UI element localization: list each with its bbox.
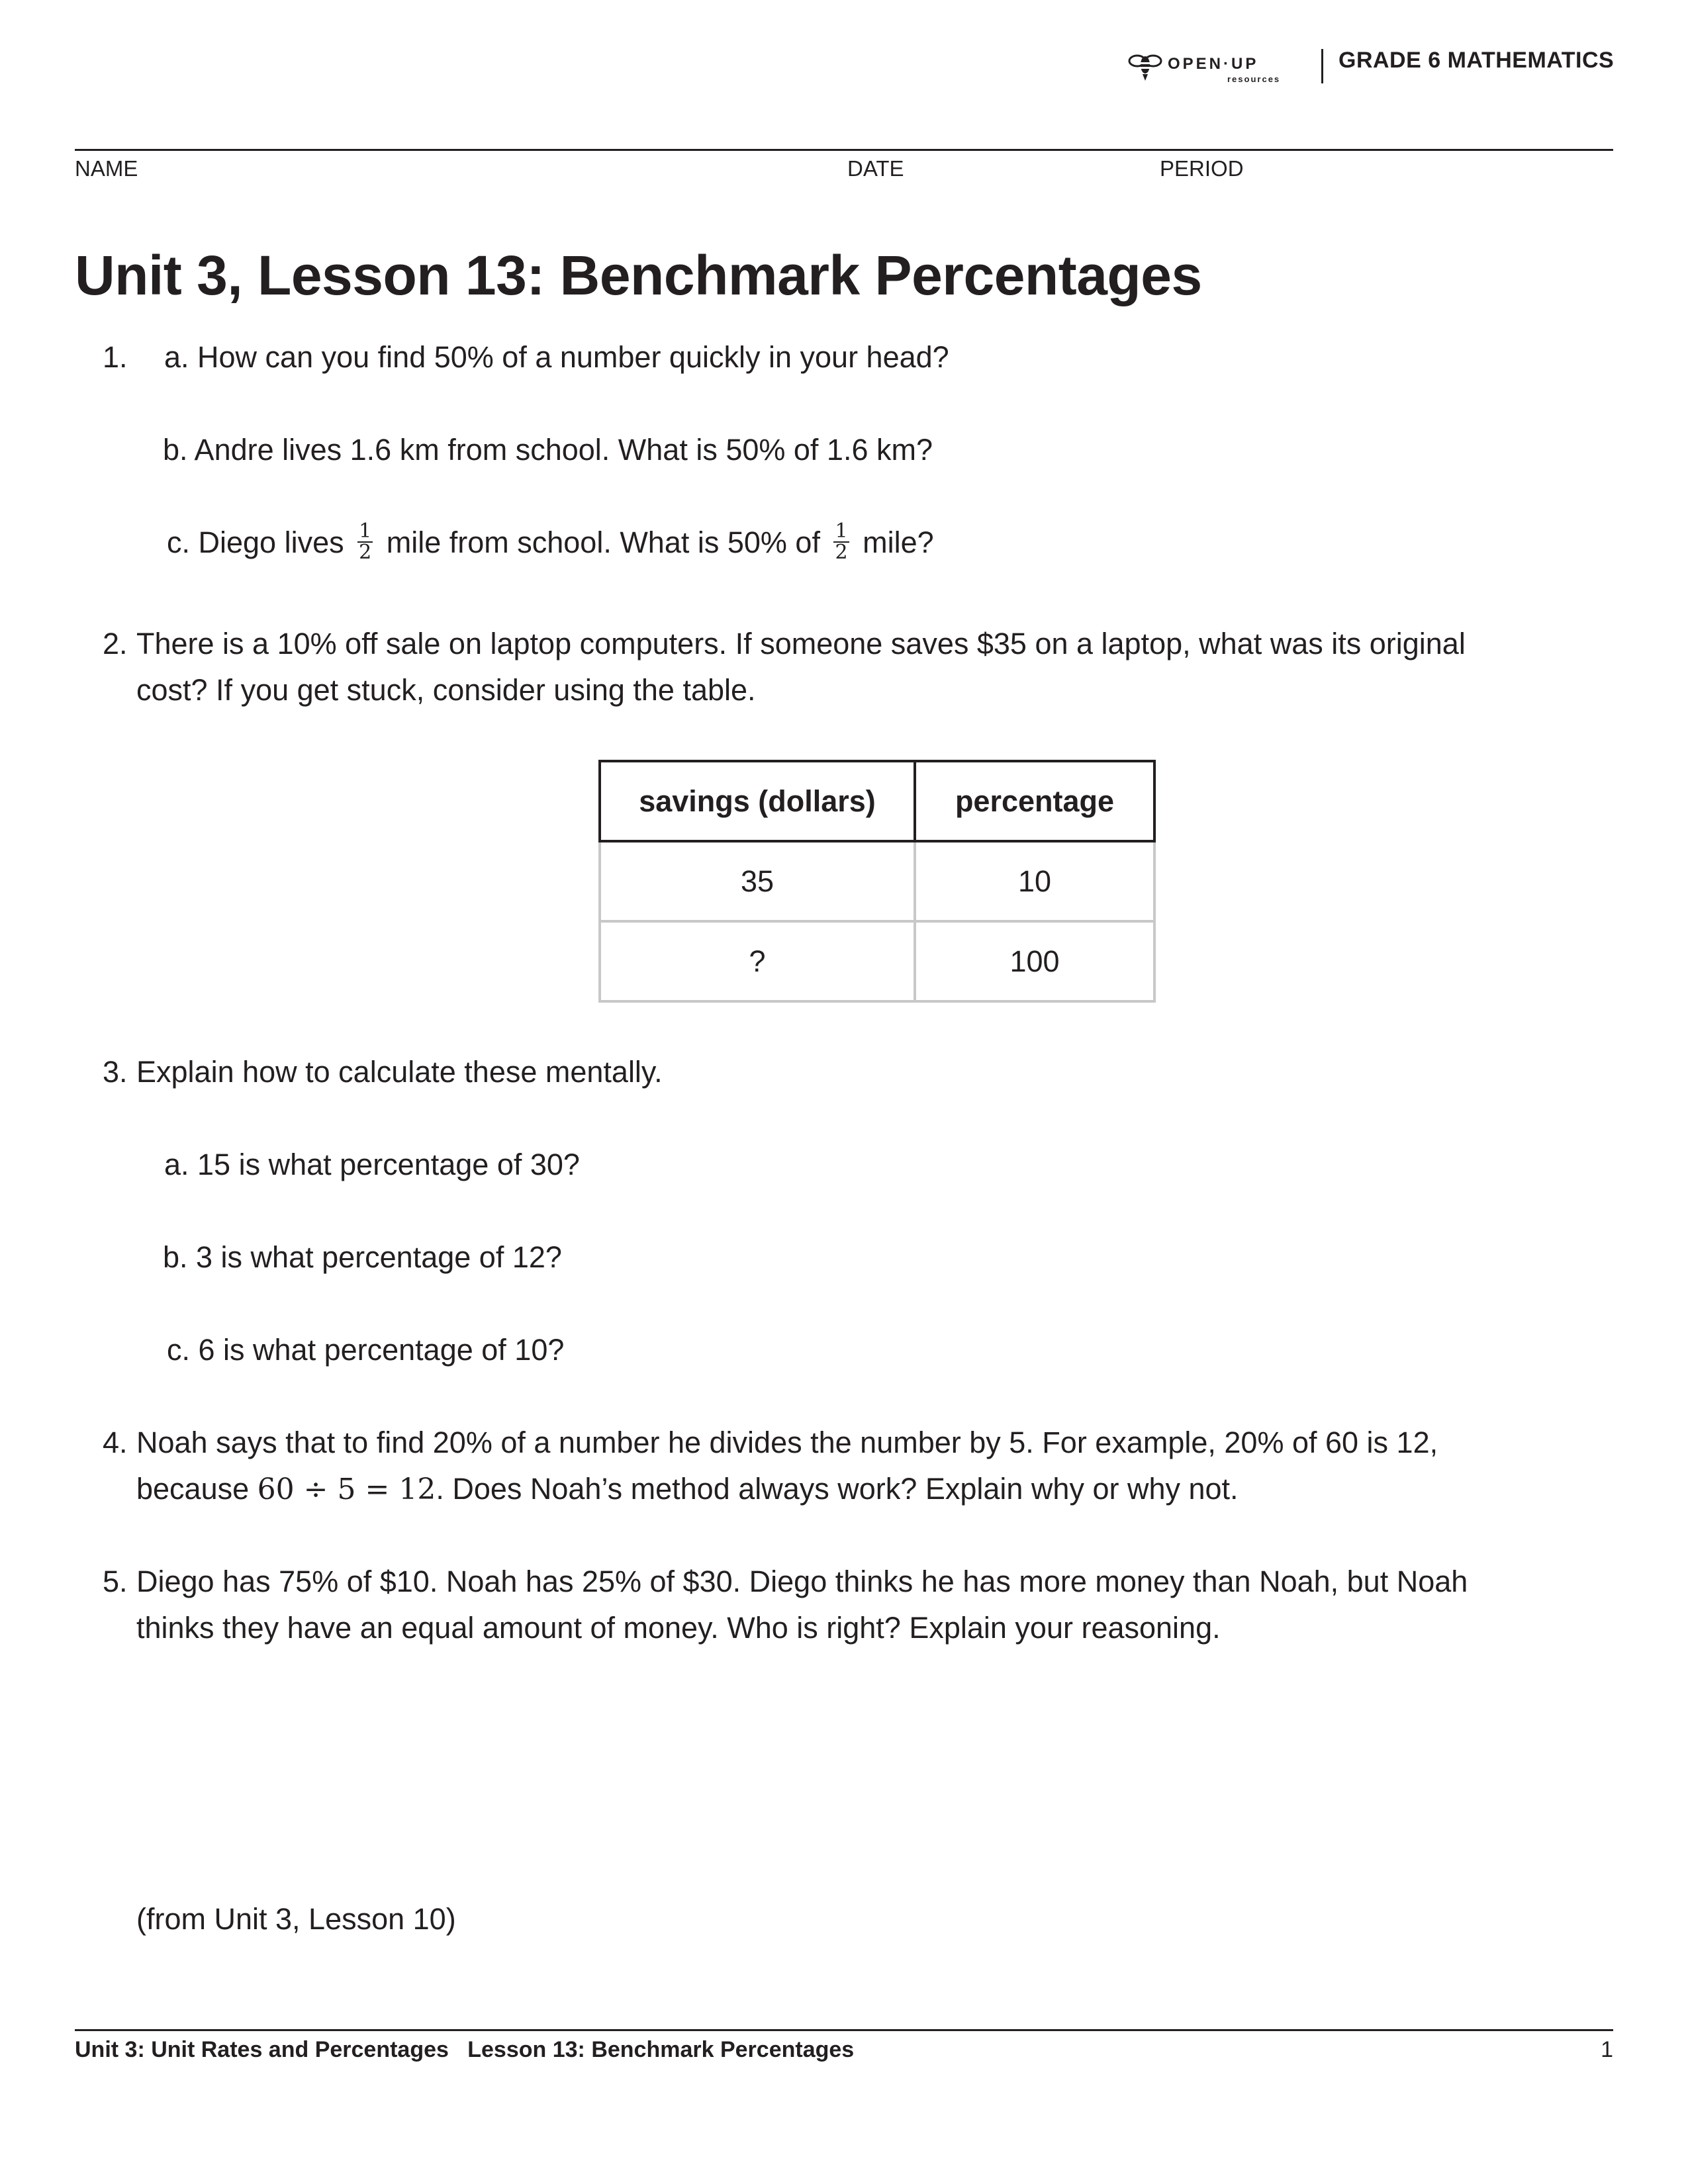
header-divider xyxy=(1321,49,1323,83)
table-header-row xyxy=(600,761,1154,841)
problem-3-intro: Explain how to calculate these mentally. xyxy=(136,1055,663,1089)
fraction-numerator: 1 xyxy=(359,520,372,543)
fraction-one-half xyxy=(833,522,849,563)
problem-4-line-1: Noah says that to find 20% of a number he divides the number by 5. For example, 20% of 60 is 12, xyxy=(136,1426,1438,1459)
page-number: 1 xyxy=(1601,2037,1613,2062)
grade-label: GRADE 6 MATHEMATICS xyxy=(1338,48,1615,73)
fraction-numerator: 1 xyxy=(835,520,848,543)
problem-1b: b. Andre lives 1.6 km from school. What is 50% of 1.6 km? xyxy=(163,433,933,467)
problem-1a: a. How can you find 50% of a number quickly in your head? xyxy=(164,340,949,374)
footer-unit-lesson: Unit 3: Unit Rates and Percentages Lesson 13: Benchmark Percentages xyxy=(75,2037,855,2062)
open-up-resources-logo xyxy=(1127,49,1299,87)
bee-logo-icon xyxy=(1127,49,1299,87)
logo-subtext: resources xyxy=(1227,74,1281,84)
problem-1c-text-1: c. Diego lives xyxy=(167,525,344,559)
problem-4-line-2-post: . Does Noah’s method always work? Explain why or why not. xyxy=(436,1472,1239,1506)
problem-3-number: 3. xyxy=(103,1055,128,1089)
name-field-label: NAME xyxy=(75,156,138,181)
problem-1c xyxy=(167,520,934,566)
table-cell: 100 xyxy=(915,921,1154,1001)
problem-3c: c. 6 is what percentage of 10? xyxy=(167,1333,565,1367)
name-field-rule xyxy=(75,149,1613,151)
problem-5-line-1: Diego has 75% of $10. Noah has 25% of $30. Diego thinks he has more money than Noah, but Noah xyxy=(136,1565,1468,1598)
footer-rule xyxy=(75,2029,1613,2031)
problem-4-number: 4. xyxy=(103,1426,128,1459)
problem-1c-text-3: mile? xyxy=(863,525,934,559)
division-expression: 60 ÷ 5 = 12 xyxy=(257,1473,436,1506)
problem-5-source: (from Unit 3, Lesson 10) xyxy=(136,1902,456,1936)
problem-3a: a. 15 is what percentage of 30? xyxy=(164,1148,580,1181)
problem-4-line-2-pre: because xyxy=(136,1472,250,1506)
table-cell: ? xyxy=(600,921,915,1001)
date-field-label: DATE xyxy=(847,156,904,181)
table-cell: 10 xyxy=(915,841,1154,921)
problem-1c-text-2: mile from school. What is 50% of xyxy=(386,525,820,559)
period-field-label: PERIOD xyxy=(1160,156,1244,181)
table-row xyxy=(600,921,1154,1001)
fraction-one-half xyxy=(357,522,373,563)
problem-2-line-1: There is a 10% off sale on laptop computers. If someone saves $35 on a laptop, what was its original xyxy=(136,627,1466,660)
problem-3b: b. 3 is what percentage of 12? xyxy=(163,1240,562,1274)
fraction-denominator: 2 xyxy=(359,541,372,565)
logo-text: OPEN·UP xyxy=(1168,55,1259,73)
problem-5-line-2: thinks they have an equal amount of money. Who is right? Explain your reasoning. xyxy=(136,1611,1221,1645)
problem-5-number: 5. xyxy=(103,1565,128,1598)
problem-1-number: 1. xyxy=(103,340,128,374)
fraction-denominator: 2 xyxy=(835,541,848,565)
problem-4-line-2 xyxy=(136,1466,1239,1513)
table-header-savings: savings (dollars) xyxy=(600,761,915,841)
table-row xyxy=(600,841,1154,921)
page-title: Unit 3, Lesson 13: Benchmark Percentages xyxy=(75,244,1202,306)
problem-2-number: 2. xyxy=(103,627,128,660)
savings-table xyxy=(598,760,1156,1003)
table-header-percentage: percentage xyxy=(915,761,1154,841)
problem-2-line-2: cost? If you get stuck, consider using the table. xyxy=(136,673,756,707)
table-cell: 35 xyxy=(600,841,915,921)
